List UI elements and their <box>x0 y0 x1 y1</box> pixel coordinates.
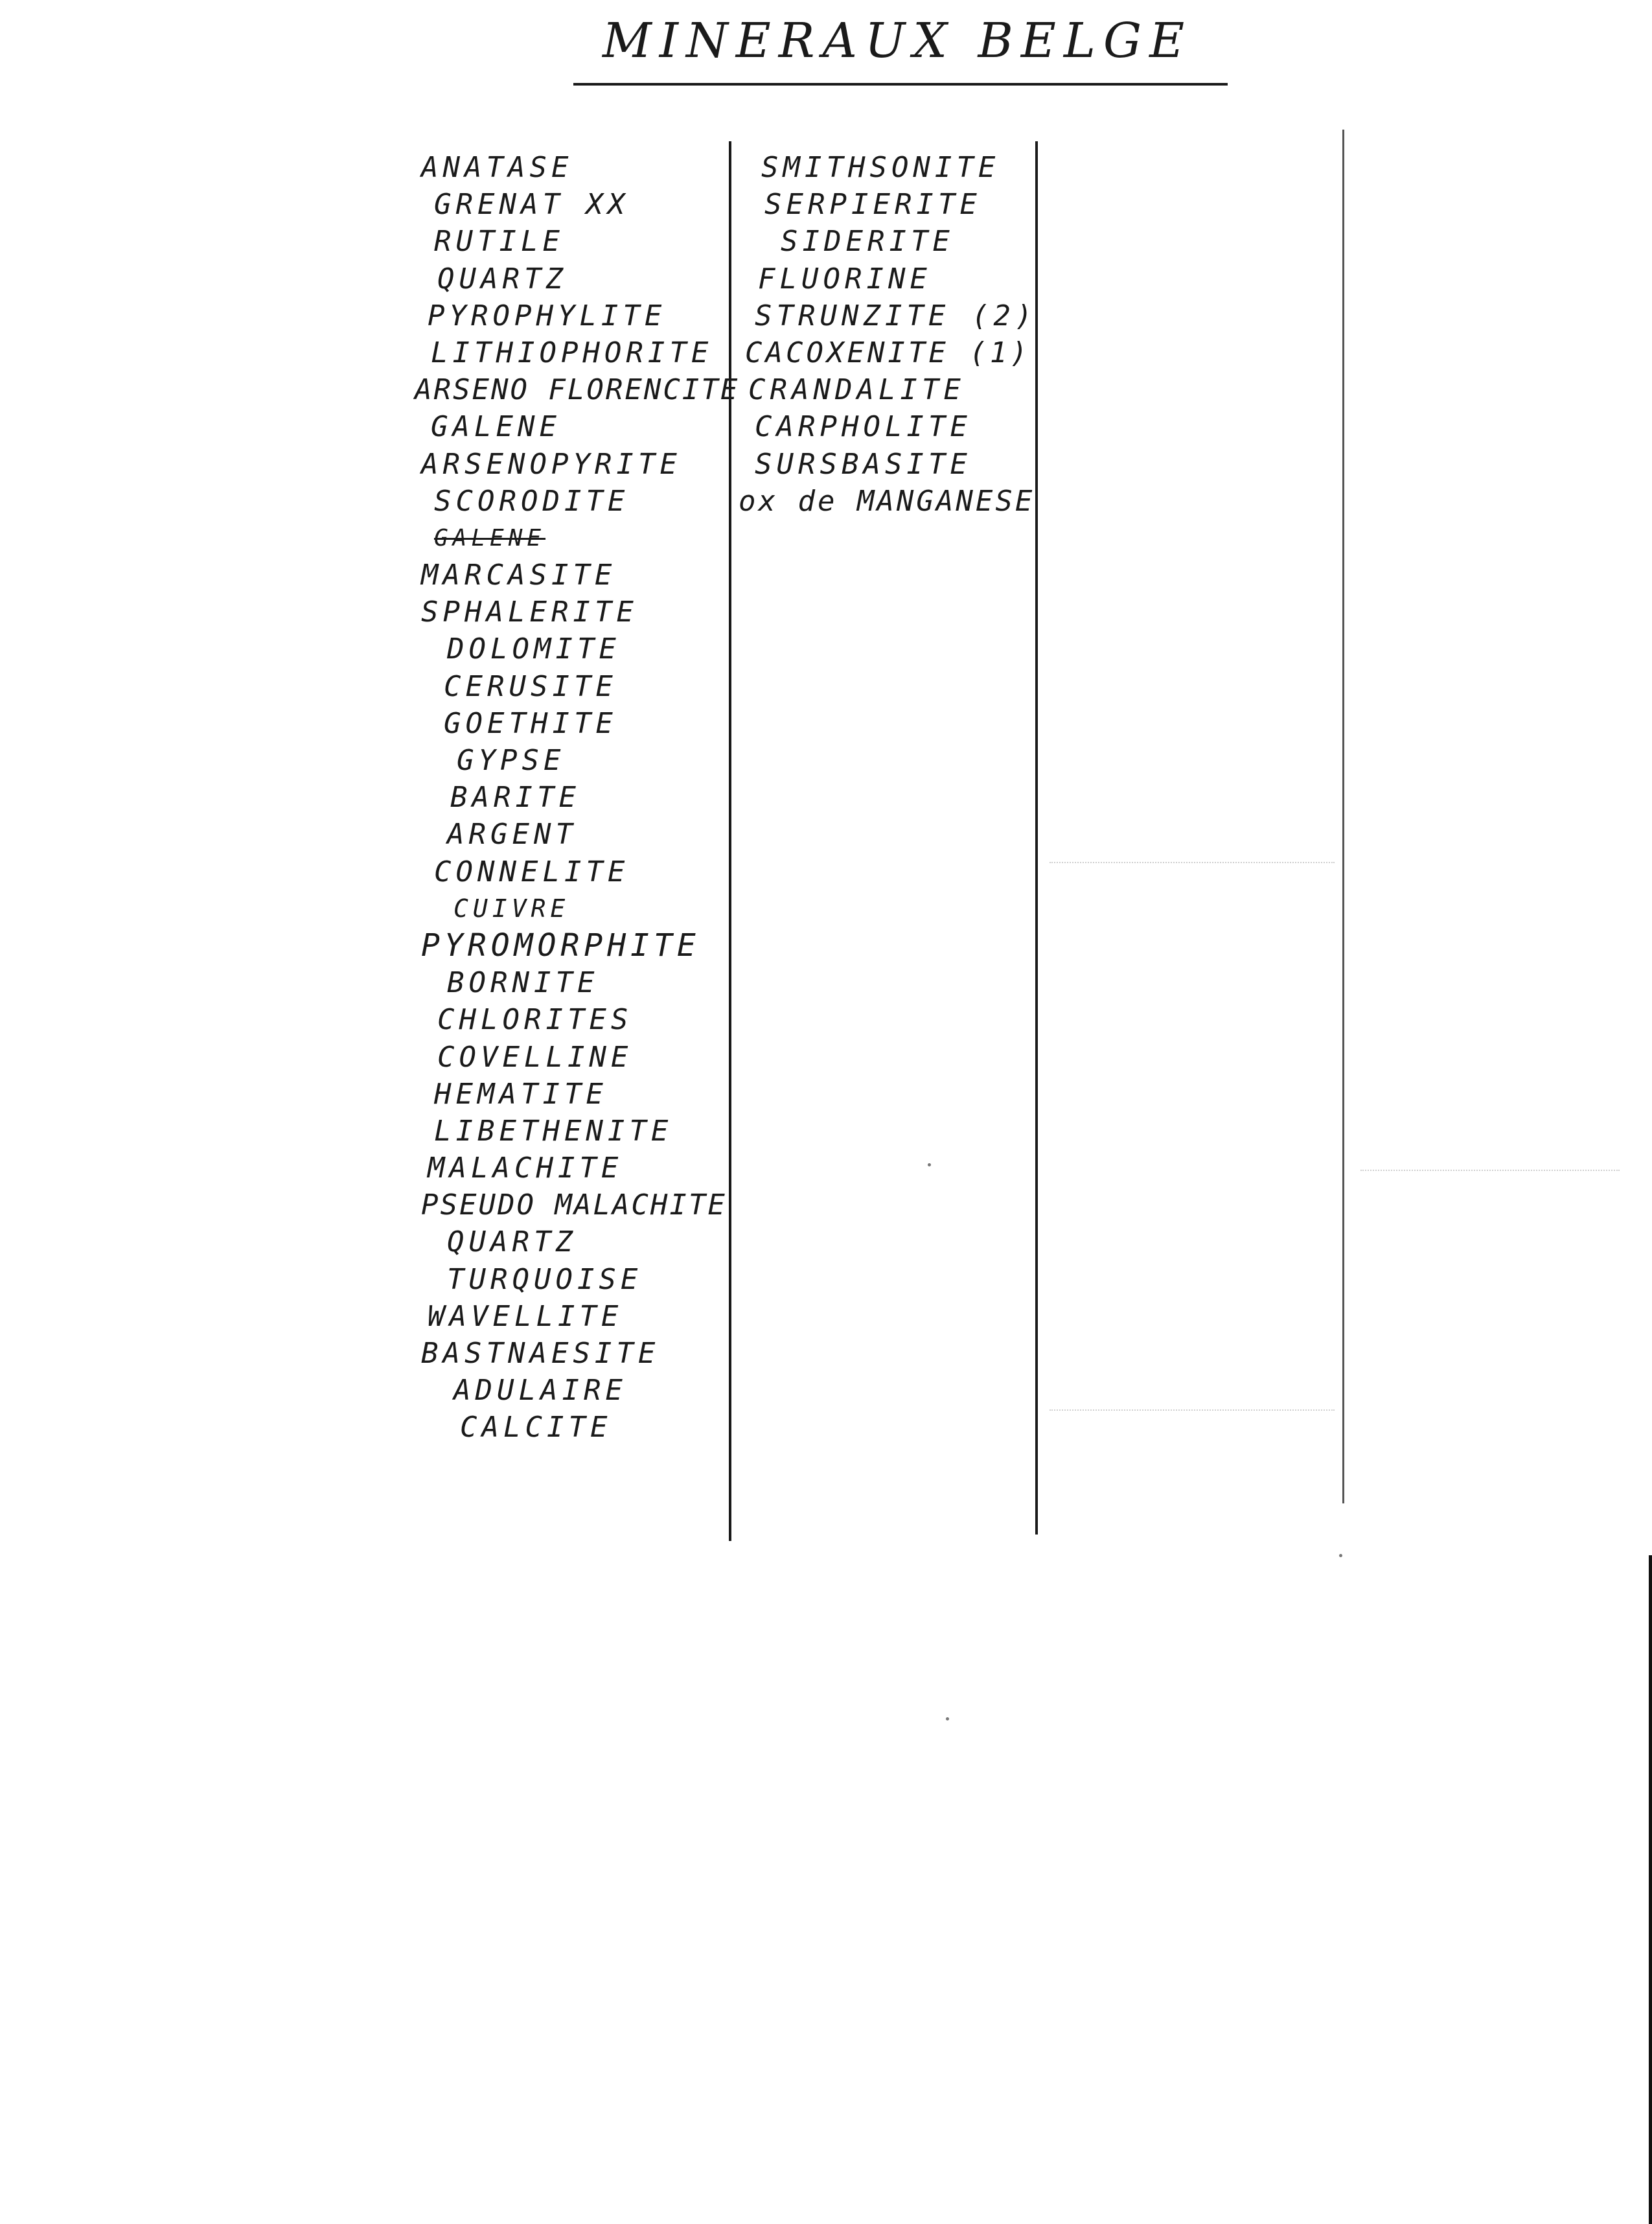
list-item: BORNITE <box>447 966 599 1000</box>
list-item: BASTNAESITE <box>421 1337 660 1370</box>
list-item: CALCITE <box>460 1411 612 1444</box>
list-item: TURQUOISE <box>447 1262 643 1296</box>
list-item: CERUSITE <box>444 669 617 703</box>
scan-speck <box>928 1163 931 1166</box>
list-item: CONNELITE <box>434 855 630 888</box>
column-divider-right <box>1342 130 1344 1503</box>
list-item: STRUNZITE (2) <box>755 299 1037 332</box>
list-item: COVELLINE <box>437 1040 633 1074</box>
list-item: CUIVRE <box>453 894 570 923</box>
list-item: SPHALERITE <box>421 596 638 629</box>
list-item: BARITE <box>450 781 580 815</box>
scan-artifact <box>1050 862 1335 863</box>
list-item-struck: GALENE <box>434 524 546 551</box>
scan-artifact <box>1050 1409 1335 1411</box>
title-underline <box>573 83 1228 86</box>
list-item: ARGENT <box>447 818 577 851</box>
mineral-list-left <box>415 149 740 1446</box>
list-item: SIDERITE <box>781 225 954 259</box>
list-item: CRANDALITE <box>748 373 965 407</box>
list-item: DOLOMITE <box>447 632 621 666</box>
list-item: CACOXENITE (1) <box>745 336 1031 369</box>
list-item: MALACHITE <box>428 1152 623 1185</box>
mineral-list-middle <box>739 149 1037 520</box>
list-item: ANATASE <box>421 151 573 184</box>
list-item: GALENE <box>431 410 561 444</box>
list-item: WAVELLITE <box>428 1299 623 1333</box>
list-item: LIBETHENITE <box>434 1114 673 1148</box>
list-item: LITHIOPHORITE <box>431 336 713 369</box>
list-item: PYROPHYLITE <box>428 299 667 332</box>
list-item: CARPHOLITE <box>755 410 972 444</box>
list-item: QUARTZ <box>447 1225 577 1259</box>
list-item: SMITHSONITE <box>761 151 1000 184</box>
list-item: CHLORITES <box>437 1003 633 1037</box>
list-item: GOETHITE <box>444 706 617 740</box>
scan-speck <box>946 1717 949 1720</box>
scan-speck <box>1339 1554 1342 1557</box>
list-item: ox de MANGANESE <box>739 484 1035 518</box>
list-item: ARSENO FLORENCITE <box>415 373 740 407</box>
list-item: FLUORINE <box>758 262 932 295</box>
list-item: GRENAT XX <box>434 188 630 222</box>
list-item: HEMATITE <box>434 1077 608 1111</box>
page-title: MINERAUX BELGE <box>602 13 1193 69</box>
list-item: ARSENOPYRITE <box>421 447 682 481</box>
list-item: SCORODITE <box>434 484 630 518</box>
list-item: SURSBASITE <box>755 447 972 481</box>
list-item: ADULAIRE <box>453 1374 627 1407</box>
list-item: GYPSE <box>457 744 566 777</box>
list-item: SERPIERITE <box>764 188 981 222</box>
list-item: PYROMORPHITE <box>421 927 700 964</box>
list-item: RUTILE <box>434 225 564 259</box>
list-item: MARCASITE <box>421 559 617 592</box>
scan-edge <box>1649 1555 1652 2224</box>
scan-artifact <box>1360 1170 1620 1171</box>
list-item: QUARTZ <box>437 262 568 295</box>
list-item: PSEUDO MALACHITE <box>421 1188 727 1222</box>
